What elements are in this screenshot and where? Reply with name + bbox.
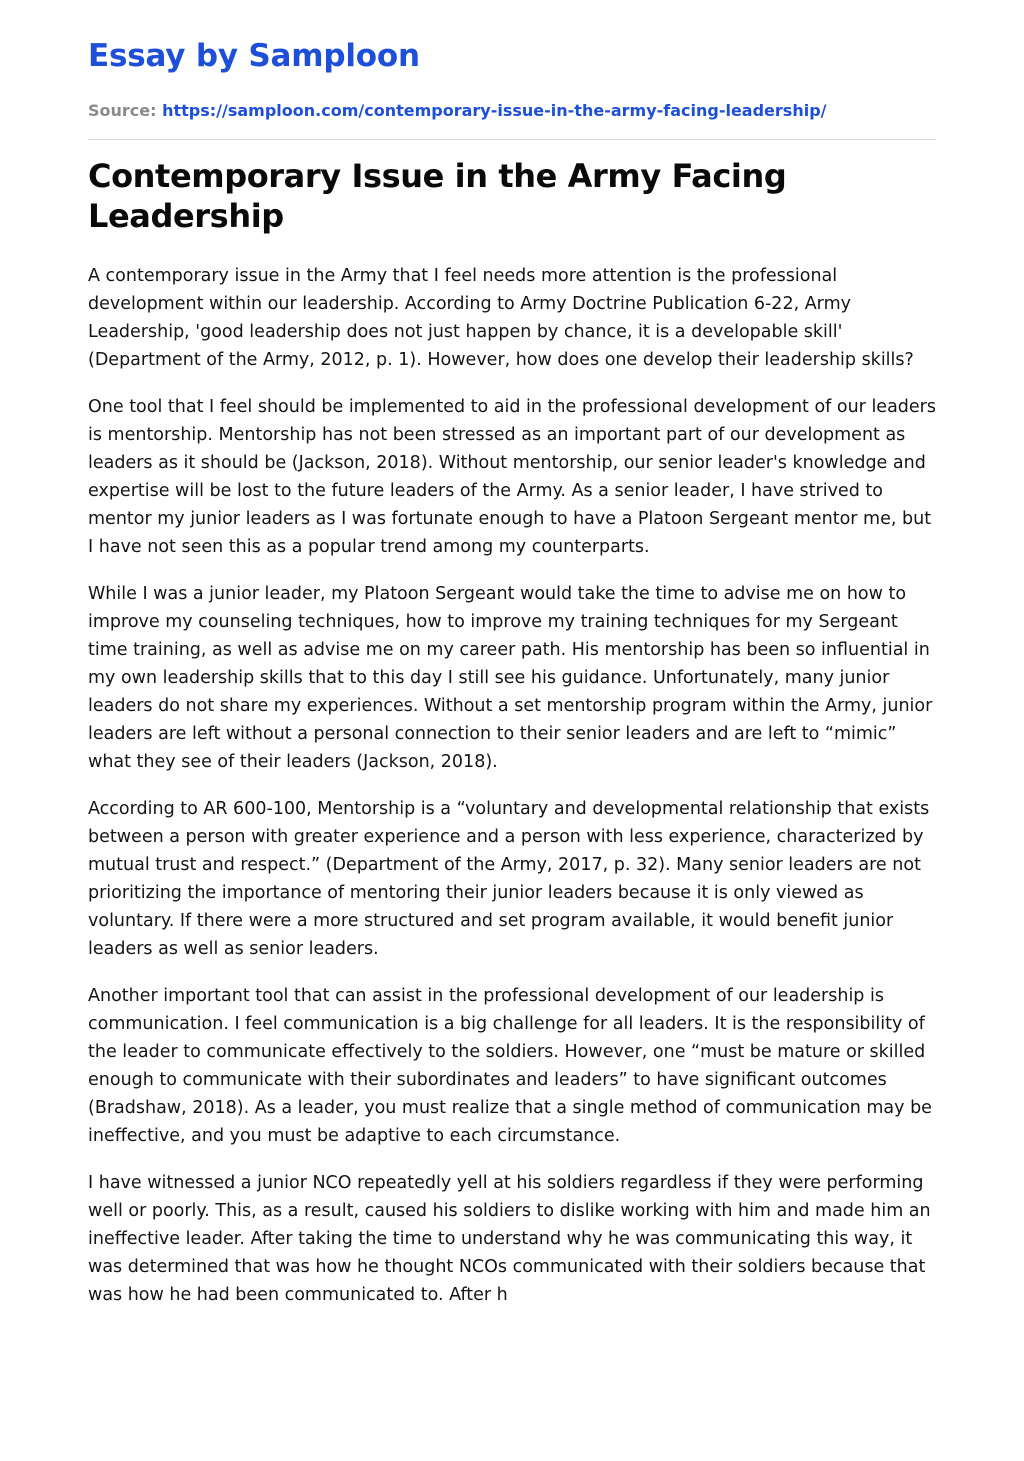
paragraph-3: While I was a junior leader, my Platoon Sergeant would take the time to advise me on how to improve my counseling techniques, how to improve my training techniques for my Sergeant time training, as well as advise me on my career path. His mentorship has been so influential in my own leadership skills that to this day I still see his guidance. Unfortunately, many junior leaders do not share my experiences. Without a set mentorship program within the Army, junior leaders are left without a personal connection to their senior leaders and are left to “mimic” what they see of their leaders (Jackson, 2018). — [88, 584, 933, 772]
site-brand: Essay by Samploon — [88, 38, 420, 74]
paragraph-2: One tool that I feel should be implemented to aid in the professional development of our leaders is mentorship. Mentorship has not been stressed as an important part of our development as leaders as it should be (Jackson, 2018). Without mentorship, our senior leader's knowledge and expertise will be lost to the future leaders of the Army. As a senior leader, I have strived to mentor my junior leaders as I was fortunate enough to have a Platoon Sergeant mentor me, but I have not seen this as a popular trend among my counterparts. — [88, 397, 936, 557]
paragraph-1: A contemporary issue in the Army that I feel needs more attention is the professional development within our leadership. According to Army Doctrine Publication 6-22, Army Leadership, 'good leadership does not just happen by chance, it is a developable skill' (Department of the Army, 2012, p. 1). However, how does one develop their leadership skills? — [88, 266, 914, 370]
essay-page — [88, 0, 936, 1328]
paragraph-5: Another important tool that can assist in the professional development of our leadership is communication. I feel communication is a big challenge for all leaders. It is the responsibility of the leader to communicate effectively to the soldiers. However, one “must be mature or skilled enough to communicate with their subordinates and leaders” to have significant outcomes (Bradshaw, 2018). As a leader, you must realize that a single method of communication may be ineffective, and you must be adaptive to each circumstance. — [88, 986, 932, 1146]
article-body — [88, 262, 936, 1309]
source-line — [88, 100, 936, 122]
header-divider — [88, 139, 936, 140]
paragraph-4: According to AR 600-100, Mentorship is a “voluntary and developmental relationship that exists between a person with greater experience and a person with less experience, characterized by mutual trust and respect.” (Department of the Army, 2017, p. 32). Many senior leaders are not prioritizing the importance of mentoring their junior leaders because it is only viewed as voluntary. If there were a more structured and set program available, it would benefit junior leaders as well as senior leaders. — [88, 799, 930, 959]
paragraph-6: I have witnessed a junior NCO repeatedly yell at his soldiers regardless if they were performing well or poorly. This, as a result, caused his soldiers to dislike working with him and made him an ineffective leader. After taking the time to understand why he was communicating this way, it was determined that was how he thought NCOs communicated with their soldiers because that was how he had been communicated to. After h — [88, 1173, 931, 1305]
source-label: Source: — [88, 101, 157, 120]
article-title: Contemporary Issue in the Army Facing Leadership — [88, 157, 787, 235]
source-link[interactable]: https://samploon.com/contemporary-issue-in-the-army-facing-leadership/ — [162, 101, 827, 120]
